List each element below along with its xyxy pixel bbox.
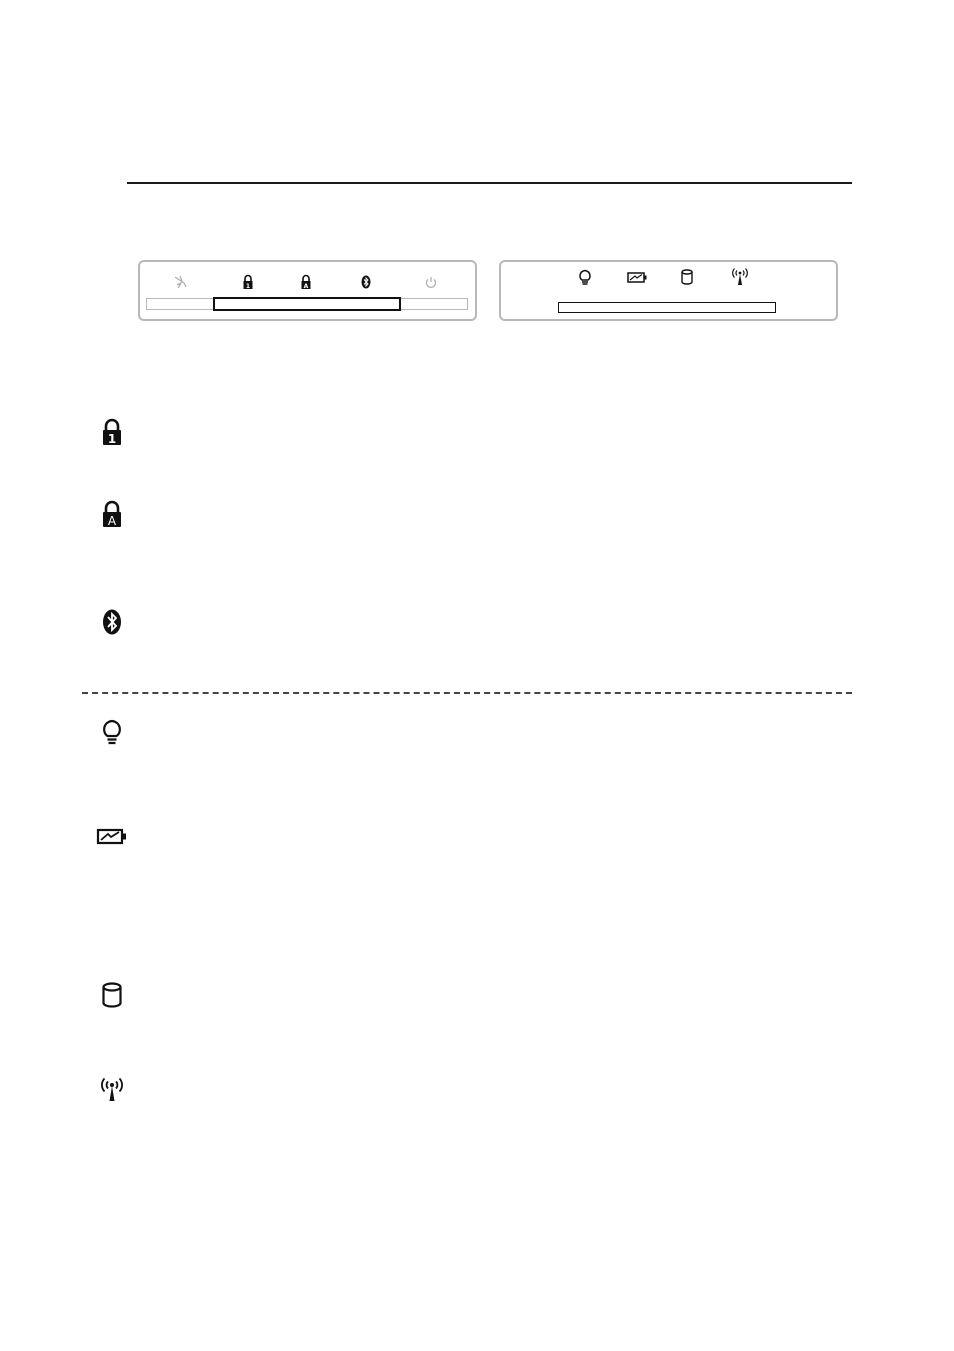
wireless-icon: [97, 1074, 127, 1104]
bulb-icon: [97, 717, 127, 747]
power-icon: [422, 273, 440, 291]
panel-right-strip: [558, 302, 776, 313]
bluetooth-icon: [97, 607, 127, 637]
svg-text:1: 1: [107, 432, 117, 446]
drive-icon: [97, 980, 127, 1010]
bulb-icon: [575, 267, 595, 287]
caps-lock-icon: [297, 273, 315, 291]
header-rule: [127, 182, 852, 184]
svg-text:1: 1: [245, 283, 251, 290]
drive-icon: [678, 267, 696, 287]
panel-left-strip-highlight: [213, 297, 401, 311]
svg-text:A: A: [107, 514, 117, 528]
bluetooth-icon: [357, 273, 375, 291]
num-lock-icon: [97, 417, 127, 447]
svg-text:A: A: [303, 283, 309, 290]
caps-lock-icon: [97, 499, 127, 529]
battery-charge-icon: [95, 821, 129, 851]
airplane-icon: [172, 273, 190, 291]
section-divider: [82, 692, 852, 694]
battery-charge-icon: [626, 268, 648, 286]
wireless-icon: [729, 265, 751, 287]
num-lock-icon: [239, 273, 257, 291]
